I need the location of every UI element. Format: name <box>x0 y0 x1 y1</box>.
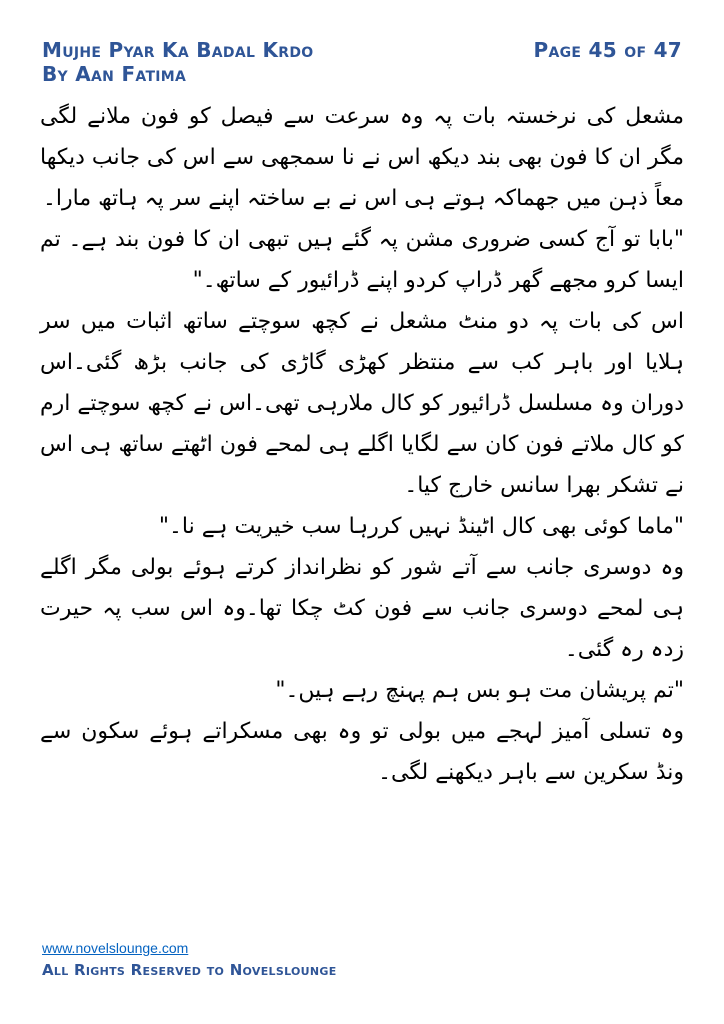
paragraph-5: وہ دوسری جانب سے آتے شور کو نظرانداز کرتے ہوئے بولی مگر اگلے ہی لمحے دوسری جانب سے فون کٹ چکا تھا۔وہ اس سب پہ حیرت زدہ رہ گئی۔ <box>40 555 684 662</box>
page-number: Page 45 of 47 <box>533 38 682 62</box>
paragraph-6: "تم پریشان مت ہو بس ہم پہنچ رہے ہیں۔" <box>275 678 684 703</box>
website-link[interactable]: www.novelslounge.com <box>42 940 189 956</box>
paragraph-1: مشعل کی نرخستہ بات پہ وہ سرعت سے فیصل کو فون ملانے لگی مگر ان کا فون بھی بند دیکھ اس نے نا سمجھی سے اس کی جانب دیکھا معاً ذہن میں جھماکہ ہوتے ہی اس نے بے ساختہ اپنے سر پہ ہاتھ مارا۔ <box>39 104 684 211</box>
author-name: By Aan Fatima <box>42 62 187 86</box>
paragraph-2: "بابا تو آج کسی ضروری مشن پہ گئے ہیں تبھی ان کا فون بند ہے۔ تم ایسا کرو مجھے گھر ڈراپ کردو اپنے ڈرائیور کے ساتھ۔" <box>40 227 684 293</box>
rights-notice: All Rights Reserved to Novelslounge <box>42 961 337 979</box>
story-text <box>40 96 684 793</box>
novel-title: Mujhe Pyar Ka Badal Krdo <box>42 38 314 62</box>
paragraph-7: وہ تسلی آمیز لہجے میں بولی تو وہ بھی مسکراتے ہوئے سکون سے ونڈ سکرین سے باہر دیکھنے لگی۔ <box>40 719 684 785</box>
paragraph-3: اس کی بات پہ دو منٹ مشعل نے کچھ سوچتے ساتھ اثبات میں سر ہلایا اور باہر کب سے منتظر کھڑی گاڑی کی جانب بڑھ گئی۔اس دوران وہ مسلسل ڈرائیور کو کال ملارہی تھی۔اس نے کچھ سوچتے ارم کو کال ملاتے فون کان سے لگایا اگلے ہی لمحے فون اٹھتے ساتھ ہی اس نے تشکر بھرا سانس خارج کیا۔ <box>40 309 684 498</box>
paragraph-4: "ماما کوئی بھی کال اٹینڈ نہیں کررہا سب خیریت ہے نا۔" <box>158 514 684 539</box>
